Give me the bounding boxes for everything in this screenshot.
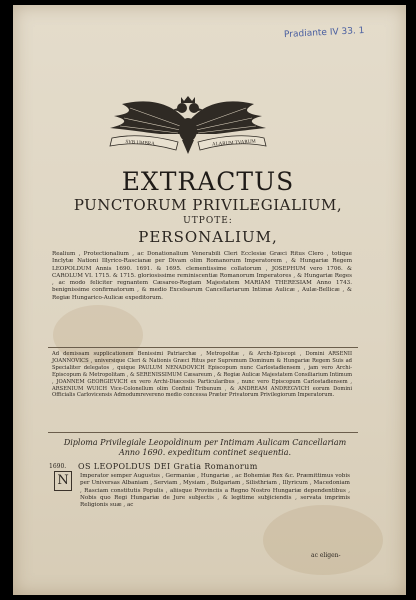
document-title: EXTRACTUS: [121, 167, 295, 196]
double-headed-eagle-emblem: [100, 94, 276, 160]
paper-stain: [263, 505, 383, 575]
diploma-heading: Diploma Privilegiale Leopoldinum per Intimam Aulicam Cancellariam Anno 1690. expeditum continet sequentia.: [63, 438, 347, 457]
document-subtitle: PUNCTORUM PRIVILEGIALIUM,: [73, 196, 343, 214]
decree-body: Imperator semper Augustus , Germaniæ , Hungariæ , ac Bohemiæ Rex &c. Præmittimus vobis per Universas Albaniam , Serviam , Mysiam , Bulgariam , Silisthriam , Illyricum , Macedoniam , Rasciam constitutis Populis , aliisque Provinciis a Regno Nostro Hungariæ dependentibus , Nobis quo Regi Hungariæ de Jure subjectis , & legitime subjiciendis , servata imprimis Religionis suæ , ac: [80, 473, 350, 509]
catchword: ac eligen-: [311, 552, 341, 559]
subtitle-utpote: UTPOTE:: [183, 216, 233, 226]
supplication-paragraph: Ad demissam supplicationem Benissimi Patriarchæ , Metropolitæ , & Archi-Episcopi , Domini ARSENII JOANNOVICS , universique Cleri & Nationis Græci Ritus per Supremum Dominum & Hungariæ Regem Suis ad Specialiter delegatos , quique PAULUM NENADOVICH Episcopum nunc Carlostadiensem , jam vero Archi-Episcopum & Metropolitam , & SERENISSIMUM Cæsareum , & Regiæ Aulicæ Majestatem Consiliarium Intimum , JOANNEM GEORGIEVICH ex vero Archi-Diæcesiis Particularibus , nunc vero Episcopum Carlostadiensem , ARSENIUM WUICH Vice-Colonellum olim Confinii Tribunum , & ANDREAM ANDREGVICH eorum Domini Officialis Carlovicensis Admodumrevereno medio concessa Præter Privatorum Privilegiorum Imperatorum.: [52, 351, 352, 399]
intro-paragraph: Realium , Protectionalium , ac Donationalium Venerabili Cleri Ecclesiæ Græci Ritus Clero , totique Inclytæ Nationi Illyrico-Rascianæ per Divam olim Romanorum Imperatorem , & Hungariæ Regem LEOPOLDUM Annis 1690. 1691. & 1695. clementissime collatorum , JOSEPHUM vero 1706. & CAROLUM VI. 1715. & 1715. gloriosissime reminiscentiæ Romanorum Imperatores , & Hungariæ Reges , ac modo feliciter regnantem Cæsareo-Regiam Majestatem MARIAM THERESIAM Anno 1743. benignissime confirmatorum , & medio Excelsarum Cancellariarum Intimæ Aulicæ , Aulæ-Bellicæ , & Regiæ Hungarico-Aulicæ expeditorum.: [52, 251, 352, 301]
subtitle-personalium: PERSONALIUM,: [138, 228, 278, 246]
ribbon-left-text: SVB UMBRA: [125, 139, 155, 148]
handwritten-archive-note: Pradiante IV 33. 1: [283, 25, 365, 41]
decorated-initial: N: [54, 471, 72, 491]
year-marker: 1690.: [49, 463, 67, 470]
ribbon-right-text: ALARUM TVARUM: [211, 139, 257, 148]
divider: [48, 432, 358, 433]
decree-headline: OS LEOPOLDUS DEI Gratia Romanorum: [78, 462, 258, 471]
divider: [48, 347, 358, 348]
